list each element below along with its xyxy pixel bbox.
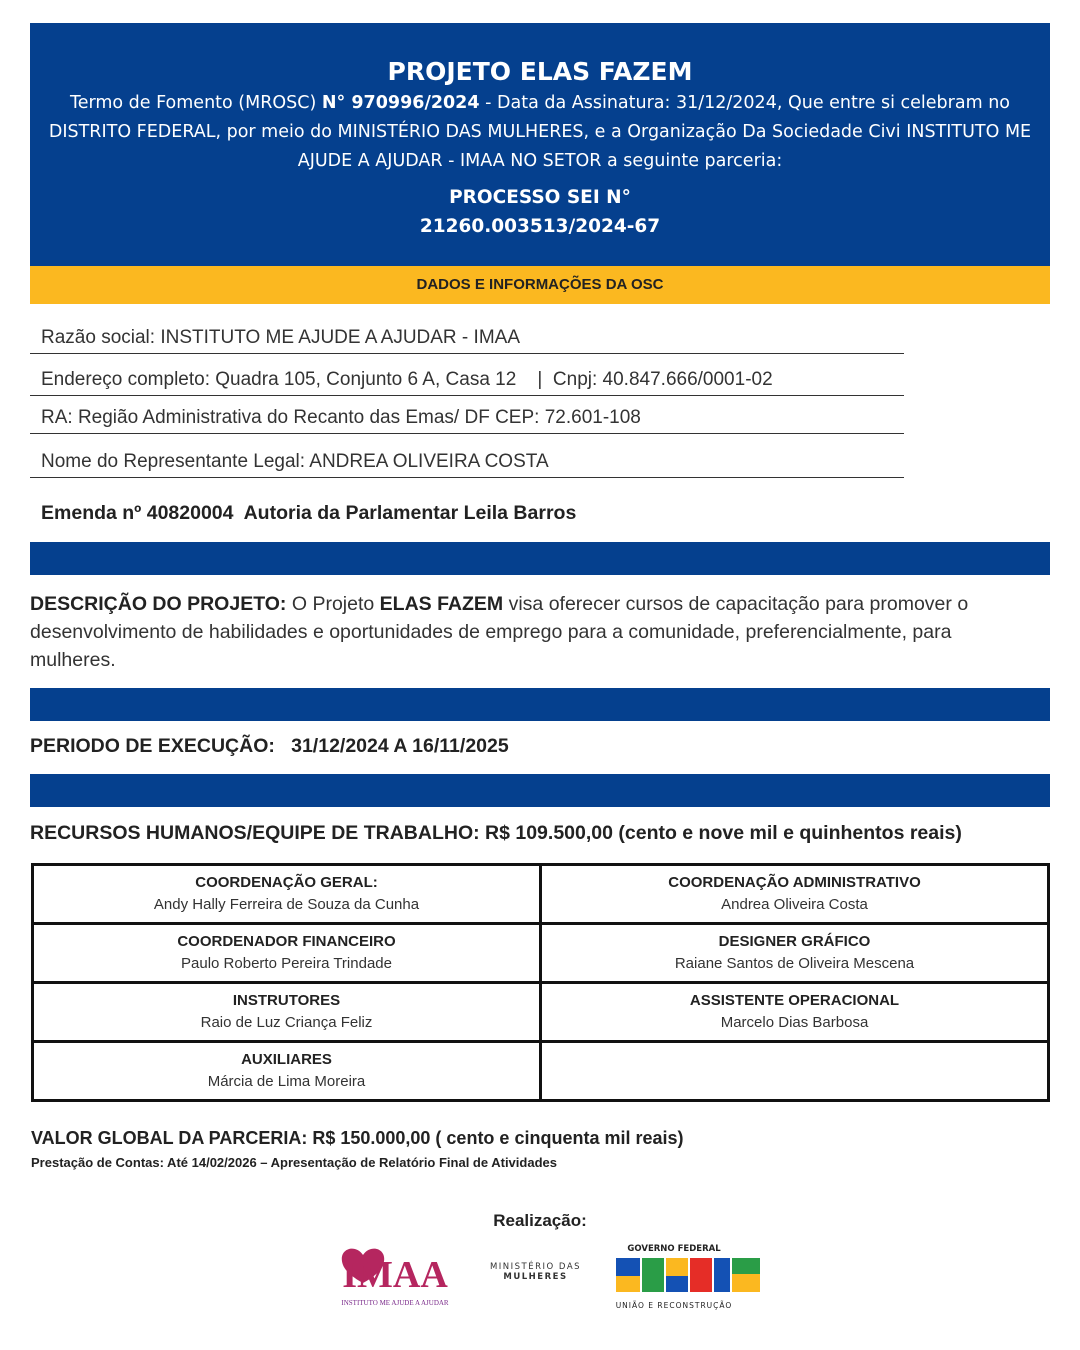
team-cell-empty — [541, 1042, 1049, 1101]
table-row — [33, 865, 1049, 924]
divider-bar-1 — [30, 542, 1050, 575]
ministerio-line1: MINISTÉRIO DAS — [489, 1262, 582, 1272]
field-representante — [30, 451, 904, 478]
team-cell — [33, 865, 541, 924]
divider-bar-2 — [30, 688, 1050, 721]
team-member: Raiane Santos de Oliveira Mescena — [674, 955, 915, 972]
team-table — [31, 863, 1050, 1102]
processo-number: 21260.003513/2024-67 — [419, 216, 661, 237]
prestacao-contas: Prestação de Contas: Até 14/02/2026 – Apresentação de Relatório Final de Atividades — [31, 1155, 557, 1170]
field-razao-social — [30, 327, 904, 354]
header-banner — [30, 23, 1050, 266]
descricao-label: DESCRIÇÃO DO PROJETO: — [30, 593, 287, 615]
emenda-text: Emenda nº 40820004 Autoria da Parlamentar Leila Barros — [41, 502, 577, 524]
recursos-humanos: RECURSOS HUMANOS/EQUIPE DE TRABALHO: R$ 109.500,00 (cento e nove mil e quinhentos reais) — [30, 822, 962, 844]
team-role: COORDENADOR FINANCEIRO — [177, 933, 396, 950]
descricao-text-b: visa oferecer cursos de capacitação para promover o desenvolvimento de habilidades e oportunidades de emprego para a comunidade, preferencialmente, para mulheres. — [30, 593, 969, 671]
project-description — [30, 590, 1040, 674]
team-cell — [541, 924, 1049, 983]
team-cell — [33, 1042, 541, 1101]
team-role: AUXILIARES — [241, 1051, 332, 1068]
project-name: ELAS FAZEM — [379, 593, 504, 615]
table-row — [33, 924, 1049, 983]
imaa-logo-text: IMAA — [342, 1254, 448, 1296]
desc-prefix: Termo de Fomento (MROSC) — [69, 93, 317, 113]
imaa-logo-subtitle: INSTITUTO ME AJUDE A AJUDAR — [341, 1299, 449, 1307]
team-cell — [541, 983, 1049, 1042]
endereco-text: Endereço completo: Quadra 105, Conjunto 6 A, Casa 12 | Cnpj: 40.847.666/0001-02 — [41, 369, 773, 390]
page-title: PROJETO ELAS FAZEM — [387, 57, 693, 86]
ministerio-logo — [478, 1262, 593, 1282]
team-role: INSTRUTORES — [232, 992, 341, 1009]
team-cell — [541, 865, 1049, 924]
divider-bar-3 — [30, 774, 1050, 807]
team-member: Marcelo Dias Barbosa — [720, 1014, 869, 1031]
ministerio-line2: MULHERES — [503, 1272, 568, 1282]
descricao-text-a: O Projeto — [291, 593, 375, 615]
team-member: Paulo Roberto Pereira Trindade — [181, 955, 392, 972]
table-row — [33, 983, 1049, 1042]
team-member: Andy Hally Ferreira de Souza da Cunha — [153, 896, 420, 913]
termo-number: N° 970996/2024 — [321, 93, 480, 113]
governo-federal-logo — [612, 1242, 764, 1312]
header-description — [40, 89, 1040, 176]
processo-label: PROCESSO SEI N° — [449, 187, 631, 208]
team-cell — [33, 924, 541, 983]
realizacao-label: Realização: — [493, 1211, 587, 1230]
team-cell — [33, 983, 541, 1042]
gov-bottom-text: UNIÃO E RECONSTRUÇÃO — [615, 1301, 733, 1310]
razao-social-text: Razão social: INSTITUTO ME AJUDE A AJUDAR - IMAA — [41, 327, 520, 348]
field-endereco — [30, 369, 904, 396]
team-member: Márcia de Lima Moreira — [207, 1073, 366, 1090]
representante-text: Nome do Representante Legal: ANDREA OLIVEIRA COSTA — [41, 451, 549, 472]
team-role: ASSISTENTE OPERACIONAL — [689, 992, 900, 1009]
field-ra — [30, 407, 904, 434]
valor-global: VALOR GLOBAL DA PARCERIA: R$ 150.000,00 ( cento e cinquenta mil reais) — [31, 1128, 684, 1148]
ra-text: RA: Região Administrativa do Recanto das Emas/ DF CEP: 72.601-108 — [41, 407, 641, 428]
gov-top-text: GOVERNO FEDERAL — [627, 1244, 721, 1254]
team-role: DESIGNER GRÁFICO — [718, 933, 871, 950]
team-member: Raio de Luz Criança Feliz — [200, 1014, 373, 1031]
table-row — [33, 1042, 1049, 1101]
periodo-execucao: PERIODO DE EXECUÇÃO: 31/12/2024 A 16/11/2025 — [30, 735, 509, 757]
team-role: COORDENAÇÃO GERAL: — [195, 874, 378, 891]
imaa-logo — [325, 1243, 465, 1313]
team-member: Andrea Oliveira Costa — [721, 896, 868, 913]
team-role: COORDENAÇÃO ADMINISTRATIVO — [668, 874, 921, 891]
section-title-bar: DADOS E INFORMAÇÕES DA OSC — [30, 266, 1050, 304]
desc-suffix: - Data da Assinatura: 31/12/2024, Que entre si celebram no DISTRITO FEDERAL, por meio do MINISTÉRIO DAS MULHERES, e a Organização Da Sociedade Civi INSTITUTO ME AJUDE A AJUDAR - IMAA NO SETOR a seguinte parceria: — [48, 93, 1032, 171]
